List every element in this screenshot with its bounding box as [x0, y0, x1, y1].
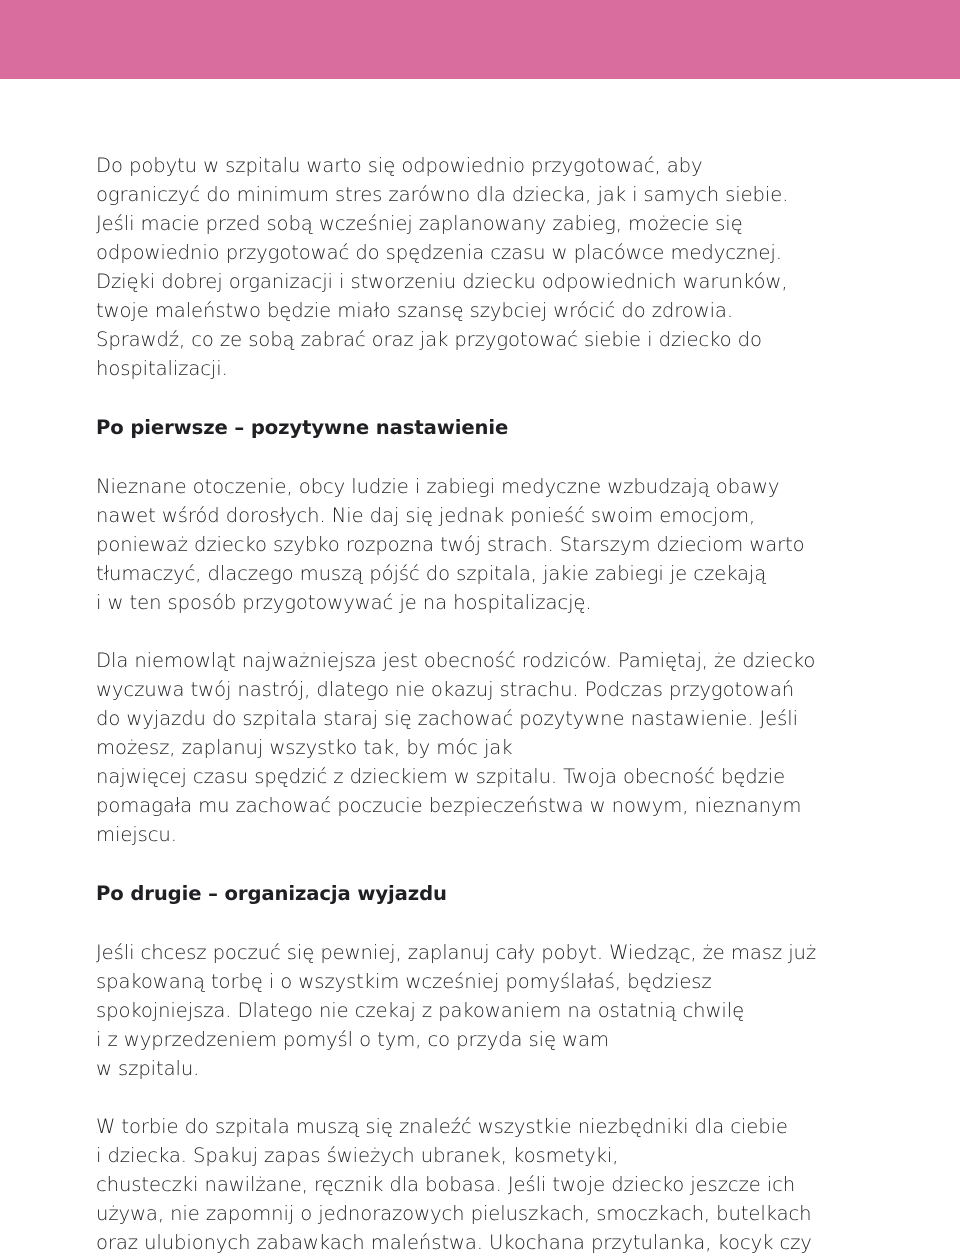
intro-paragraph: Do pobytu w szpitalu warto się odpowiednio przygotować, aby ograniczyć do minimum stres zarówno dla dziecka, jak i samych siebie. Jeśli macie przed sobą wcześniej zaplanowany zabieg, możecie się odpowiednio przygotować do spędzenia czasu w placówce medycznej. Dzięki dobrej organizacji i stworzeniu dziecku odpowiednich warunków, twoje maleństwo będzie miało szansę szybciej wrócić do zdrowia. Sprawdź, co ze sobą zabrać oraz jak przygotować siebie i dziecko do hospitalizacji.	[96, 154, 789, 380]
article-body	[96, 151, 876, 1257]
section2-paragraph-2: W torbie do szpitala muszą się znaleźć wszystkie niezbędniki dla ciebie i dziecka. Spakuj zapas świeżych ubranek, kosmetyki, chusteczki nawilżane, ręcznik dla bobasa. Jeśli twoje dziecko jeszcze ich używa, nie zapomnij o jednorazowych pieluszkach, smoczkach, butelkach oraz ulubionych zabawkach maleństwa. Ukochana przytulanka, kocyk czy	[96, 1115, 812, 1254]
section1-paragraph-1: Nieznane otoczenie, obcy ludzie i zabiegi medyczne wzbudzają obawy nawet wśród dorosłych. Nie daj się jednak ponieść swoim emocjom, ponieważ dziecko szybko rozpozna twój strach. Starszym dzieciom warto tłumaczyć, dlaczego muszą pójść do szpitala, jakie zabiegi je czekają i w ten sposób przygotowywać je na hospitalizację.	[96, 475, 805, 614]
section-heading-positive-attitude: Po pierwsze – pozytywne nastawienie	[96, 416, 509, 439]
section-heading-trip-organization: Po drugie – organizacja wyjazdu	[96, 882, 447, 905]
section2-paragraph-1: Jeśli chcesz poczuć się pewniej, zaplanuj cały pobyt. Wiedząc, że masz już spakowaną torbę i o wszystkim wcześniej pomyślałaś, będziesz spokojniejsza. Dlatego nie czekaj z pakowaniem na ostatnią chwilę i z wyprzedzeniem pomyśl o tym, co przyda się wam w szpitalu.	[96, 941, 817, 1080]
header-band	[0, 0, 960, 79]
section1-paragraph-2: Dla niemowląt najważniejsza jest obecność rodziców. Pamiętaj, że dziecko wyczuwa twój nastrój, dlatego nie okazuj strachu. Podczas przygotowań do wyjazdu do szpitala staraj się zachować pozytywne nastawienie. Jeśli możesz, zaplanuj wszystko tak, by móc jak najwięcej czasu spędzić z dzieckiem w szpitalu. Twoja obecność będzie pomagała mu zachować poczucie bezpieczeństwa w nowym, nieznanym miejscu.	[96, 649, 816, 846]
